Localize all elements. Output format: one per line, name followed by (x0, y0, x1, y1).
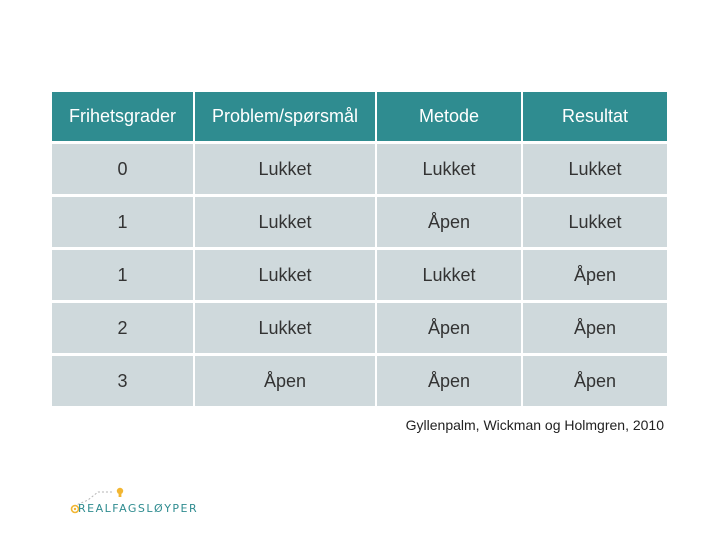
table-cell: Lukket (522, 143, 667, 196)
table-cell: 1 (52, 249, 194, 302)
table-cell: Lukket (194, 249, 376, 302)
table-cell: 0 (52, 143, 194, 196)
table-cell: Lukket (522, 196, 667, 249)
table-cell: 3 (52, 355, 194, 407)
realfagsloyper-logo (70, 486, 198, 516)
table-header-row (52, 92, 667, 143)
table-cell: Åpen (376, 355, 522, 407)
table-row (52, 355, 667, 407)
table-cell: 1 (52, 196, 194, 249)
table-row (52, 143, 667, 196)
table-row (52, 196, 667, 249)
degrees-of-freedom-table (52, 92, 667, 406)
header-problem: Problem/spørsmål (194, 92, 376, 143)
table-cell: Lukket (376, 249, 522, 302)
table-row (52, 249, 667, 302)
table-cell: Åpen (522, 249, 667, 302)
table-cell: Åpen (376, 196, 522, 249)
table-cell: Lukket (194, 196, 376, 249)
header-frihetsgrader: Frihetsgrader (52, 92, 194, 143)
table-cell: Åpen (522, 355, 667, 407)
citation: Gyllenpalm, Wickman og Holmgren, 2010 (405, 417, 664, 433)
table-cell: Åpen (522, 302, 667, 355)
table-row (52, 302, 667, 355)
table-cell: Åpen (376, 302, 522, 355)
table-cell: 2 (52, 302, 194, 355)
table-cell: Åpen (194, 355, 376, 407)
header-resultat: Resultat (522, 92, 667, 143)
table-cell: Lukket (376, 143, 522, 196)
table-cell: Lukket (194, 302, 376, 355)
table-cell: Lukket (194, 143, 376, 196)
logo-text: REALFAGSLØYPER (78, 502, 199, 515)
header-metode: Metode (376, 92, 522, 143)
